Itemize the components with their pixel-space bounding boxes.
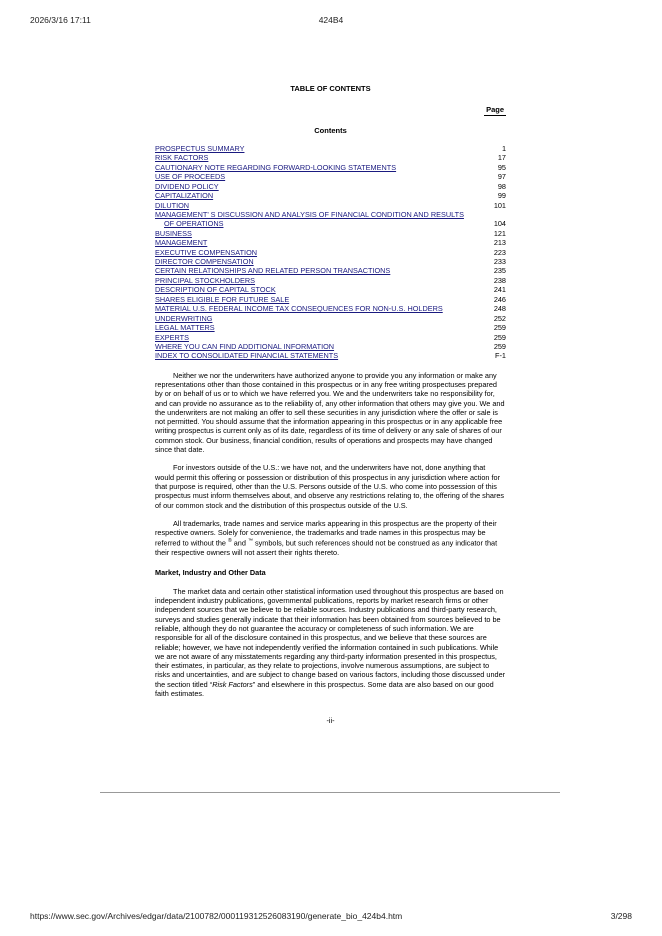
page-heading-label: Page xyxy=(486,105,504,115)
toc-row xyxy=(155,285,506,294)
trademark-symbol: ™ xyxy=(247,538,253,545)
document-page xyxy=(155,84,506,726)
toc-link-tax-consequences[interactable]: MATERIAL U.S. FEDERAL INCOME TAX CONSEQUENCES FOR NON-U.S. HOLDERS xyxy=(155,304,443,314)
page-column-heading xyxy=(155,105,506,114)
toc-page-number: 238 xyxy=(493,275,506,285)
toc-row xyxy=(155,163,506,172)
toc-row xyxy=(155,182,506,191)
toc-page-number: 121 xyxy=(493,228,506,238)
toc-link-prospectus-summary[interactable]: PROSPECTUS SUMMARY xyxy=(155,144,245,154)
toc-page-number: 252 xyxy=(493,313,506,323)
risk-factors-reference: Risk Factors xyxy=(212,679,253,689)
toc-page-number: 246 xyxy=(493,294,506,304)
toc-row xyxy=(155,229,506,238)
toc-link-business[interactable]: BUSINESS xyxy=(155,228,192,238)
toc-row xyxy=(155,313,506,322)
page-number: -ii- xyxy=(326,716,335,726)
toc-page-number: 259 xyxy=(493,332,506,342)
registered-symbol: ® xyxy=(228,538,232,545)
toc-row xyxy=(155,247,506,256)
toc-link-line-1: MANAGEMENT’ S DISCUSSION AND ANALYSIS OF FINANCIAL CONDITION AND RESULTS xyxy=(155,209,464,219)
toc-row xyxy=(155,276,506,285)
page-divider xyxy=(100,792,560,793)
toc-page-number: 99 xyxy=(497,191,506,201)
toc-link-risk-factors[interactable]: RISK FACTORS xyxy=(155,153,209,163)
toc-link-line-2: OF OPERATIONS xyxy=(164,219,224,229)
toc-row xyxy=(155,342,506,351)
toc-page-number: 259 xyxy=(493,341,506,351)
toc-link-principal-stockholders[interactable]: PRINCIPAL STOCKHOLDERS xyxy=(155,275,256,285)
toc-link-description-of-capital-stock[interactable]: DESCRIPTION OF CAPITAL STOCK xyxy=(155,285,276,295)
paragraph-text: All trademarks, trade names and service marks appearing in this prospectus are the property of their respective owners. Solely for convenience, the trademarks and trade names in this prospectus may be referred to without the xyxy=(155,518,497,548)
toc-row xyxy=(155,210,506,229)
section-heading-market-data: Market, Industry and Other Data xyxy=(155,568,266,578)
paragraph-text: and xyxy=(231,538,248,548)
toc-link-financial-statements-index[interactable]: INDEX TO CONSOLIDATED FINANCIAL STATEMENTS xyxy=(155,351,339,361)
toc-row xyxy=(155,332,506,341)
paragraph-text: ” and elsewhere in this prospectus. Some data are also based on our good faith estimates. xyxy=(155,679,494,698)
toc-page-number: 233 xyxy=(493,257,506,266)
toc-link-experts[interactable]: EXPERTS xyxy=(155,332,189,342)
toc-link-legal-matters[interactable]: LEGAL MATTERS xyxy=(155,323,215,333)
toc-link-director-compensation[interactable]: DIRECTOR COMPENSATION xyxy=(155,257,254,266)
toc-page-number: 241 xyxy=(493,285,506,295)
toc-link-use-of-proceeds[interactable]: USE OF PROCEEDS xyxy=(155,172,226,182)
toc-link-additional-information[interactable]: WHERE YOU CAN FIND ADDITIONAL INFORMATION xyxy=(155,341,335,351)
toc-page-number: F-1 xyxy=(495,351,506,361)
toc-page-number: 104 xyxy=(493,219,506,229)
toc-page-number: 98 xyxy=(497,181,506,191)
paragraph-authorization: Neither we nor the underwriters have authorized anyone to provide you any information or make any representations other than those contained in this prospectus or in any free writing prospectuses prepared by or on behalf of us or to which we have referred you. We and the underwriters take no responsibility for, and can provide no assurance as to the reliability of, any other information that others may give you. We and the underwriters are not making an offer to sell these securities in any jurisdiction where the offer or sale is not permitted. You should assume that the information appearing in this prospectus or in any applicable free writing prospectus is current only as of its date, regardless of its time of delivery or any sale of shares of our common stock. Our business, financial condition, results of operations and prospects may have changed since that date. xyxy=(155,370,505,455)
paragraph-text: symbols, but such references should not be construed as any indicator that their respective owners will not assert their rights thereto. xyxy=(155,538,498,558)
toc-page-number: 248 xyxy=(493,304,506,314)
contents-heading: Contents xyxy=(314,125,347,135)
print-page-count: 3/298 xyxy=(610,911,632,921)
toc-title: TABLE OF CONTENTS xyxy=(290,84,371,93)
toc-row xyxy=(155,191,506,200)
toc-row xyxy=(155,266,506,275)
toc-row xyxy=(155,304,506,313)
toc-row xyxy=(155,257,506,266)
toc-link-mdna[interactable] xyxy=(155,210,464,229)
toc-page-number: 95 xyxy=(497,162,506,172)
toc-row xyxy=(155,295,506,304)
toc-page-number: 213 xyxy=(493,238,506,248)
toc-page-number: 97 xyxy=(497,172,506,182)
paragraph-trademarks xyxy=(155,519,506,558)
paragraph-market-data xyxy=(155,587,506,699)
toc-link-capitalization[interactable]: CAPITALIZATION xyxy=(155,191,214,201)
toc-row xyxy=(155,351,506,360)
toc-link-management[interactable]: MANAGEMENT xyxy=(155,238,208,248)
toc-row xyxy=(155,323,506,332)
print-url: https://www.sec.gov/Archives/edgar/data/2100782/000119312526083190/generate_bio_424b4.htm xyxy=(30,911,403,921)
toc-link-cautionary-note[interactable]: CAUTIONARY NOTE REGARDING FORWARD-LOOKING STATEMENTS xyxy=(155,162,397,172)
print-document-title: 424B4 xyxy=(318,15,344,25)
toc-row xyxy=(155,238,506,247)
paragraph-foreign-investors: For investors outside of the U.S.: we have not, and the underwriters have not, done anything that would permit this offering or possession or distribution of this prospectus in any jurisdiction where action for that purpose is required, other than the U.S. Persons outside of the U.S. who come into possession of this prospectus must inform themselves about, and observe any restrictions relating to, the offering of the shares of our common stock and the distribution of this prospectus outside of the U.S. xyxy=(155,463,505,510)
toc-link-shares-eligible[interactable]: SHARES ELIGIBLE FOR FUTURE SALE xyxy=(155,294,290,304)
toc-row xyxy=(155,172,506,181)
toc-row xyxy=(155,153,506,162)
print-datetime: 2026/3/16 17:11 xyxy=(30,15,91,25)
toc-row xyxy=(155,201,506,210)
toc-page-number: 17 xyxy=(497,153,506,163)
toc-list xyxy=(155,144,506,361)
toc-page-number: 101 xyxy=(493,200,506,210)
paragraph-text: The market data and certain other statistical information used throughout this prospectus are based on independent industry publications, governmental publications, reports by market research firms or other independent sources that we believe to be reliable sources. Industry publications and third-party research, surveys and studies generally indicate that their information has been obtained from sources believed to be reliable, although they do not guarantee the accuracy or completeness of such information. We are responsible for all of the disclosure contained in this prospectus, and we believe that these sources are reliable; however, we have not independently verified the information contained in such publications. While we are not aware of any misstatements regarding any third-party information presented in this prospectus, their estimates, in particular, as they relate to projections, involve numerous assumptions, are subject to risks and uncertainties, and are subject to change based on various factors, including those discussed under the section titled “ xyxy=(155,586,506,689)
toc-row xyxy=(155,144,506,153)
toc-link-underwriting[interactable]: UNDERWRITING xyxy=(155,313,213,323)
toc-link-dilution[interactable]: DILUTION xyxy=(155,200,190,210)
toc-link-executive-compensation[interactable]: EXECUTIVE COMPENSATION xyxy=(155,247,258,257)
toc-page-number: 259 xyxy=(493,323,506,333)
toc-link-dividend-policy[interactable]: DIVIDEND POLICY xyxy=(155,181,219,191)
toc-page-number: 1 xyxy=(501,144,506,154)
toc-page-number: 235 xyxy=(493,266,506,276)
toc-page-number: 223 xyxy=(493,247,506,257)
toc-link-certain-relationships[interactable]: CERTAIN RELATIONSHIPS AND RELATED PERSON TRANSACTIONS xyxy=(155,266,391,276)
